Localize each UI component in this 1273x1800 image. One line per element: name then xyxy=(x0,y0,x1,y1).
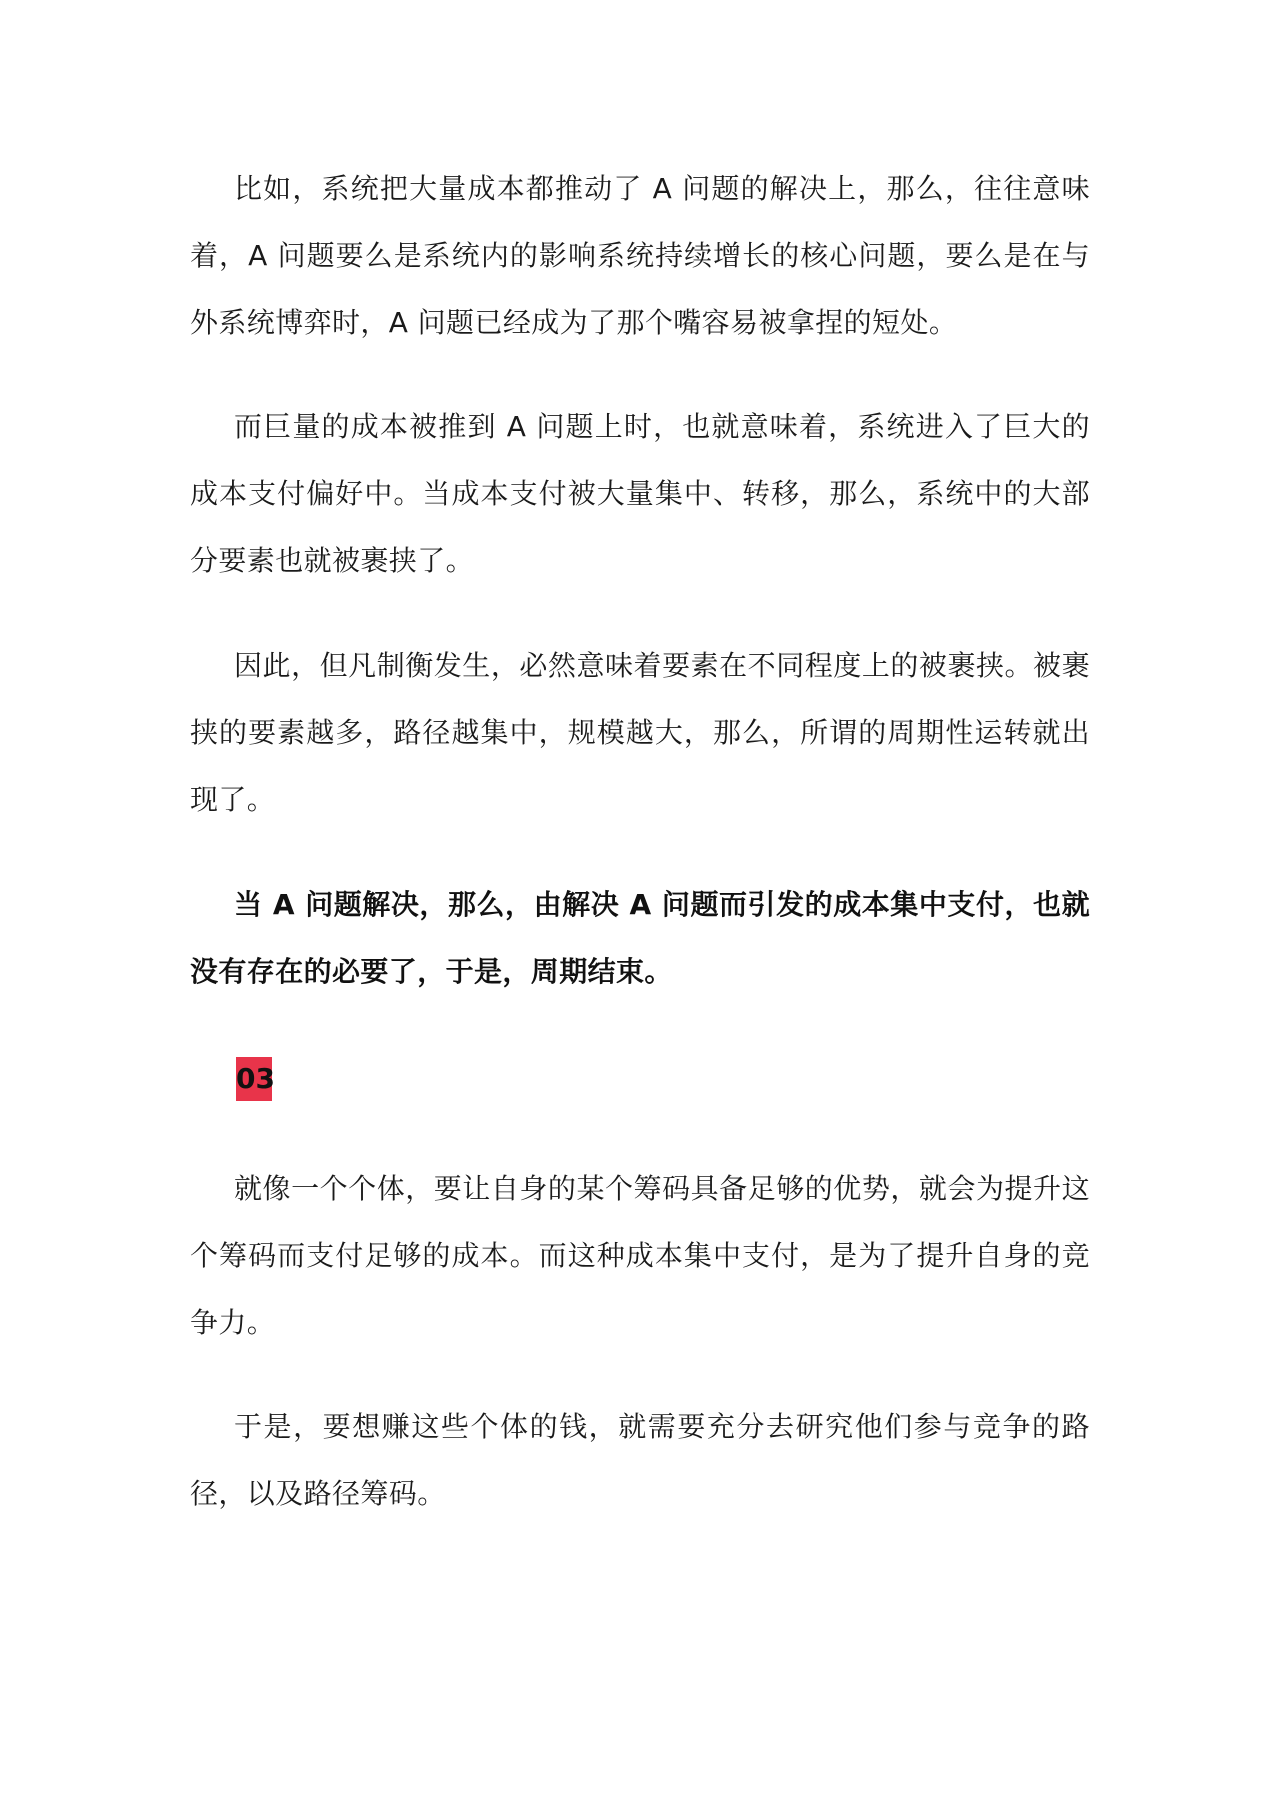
paragraph-2: 而巨量的成本被推到 A 问题上时，也就意味着，系统进入了巨大的成本支付偏好中。当成本支付被大量集中、转移，那么，系统中的大部分要素也就被裹挟了。 xyxy=(190,410,1090,577)
paragraph-3: 因此，但凡制衡发生，必然意味着要素在不同程度上的被裹挟。被裹挟的要素越多，路径越集中，规模越大，那么，所谓的周期性运转就出现了。 xyxy=(190,649,1090,816)
paragraph-5: 就像一个个体，要让自身的某个筹码具备足够的优势，就会为提升这个筹码而支付足够的成本。而这种成本集中支付，是为了提升自身的竞争力。 xyxy=(190,1172,1090,1339)
paragraph-6: 于是，要想赚这些个体的钱，就需要充分去研究他们参与竞争的路径，以及路径筹码。 xyxy=(190,1410,1090,1510)
section-number-badge: 03 xyxy=(236,1057,272,1101)
paragraph-1: 比如，系统把大量成本都推动了 A 问题的解决上，那么，往往意味着，A 问题要么是系统内的影响系统持续增长的核心问题，要么是在与外系统博弈时，A 问题已经成为了那个嘴容易被拿捏的短处。 xyxy=(190,172,1090,339)
paragraph-4-bold: 当 A 问题解决，那么，由解决 A 问题而引发的成本集中支付，也就没有存在的必要了，于是，周期结束。 xyxy=(190,888,1090,988)
